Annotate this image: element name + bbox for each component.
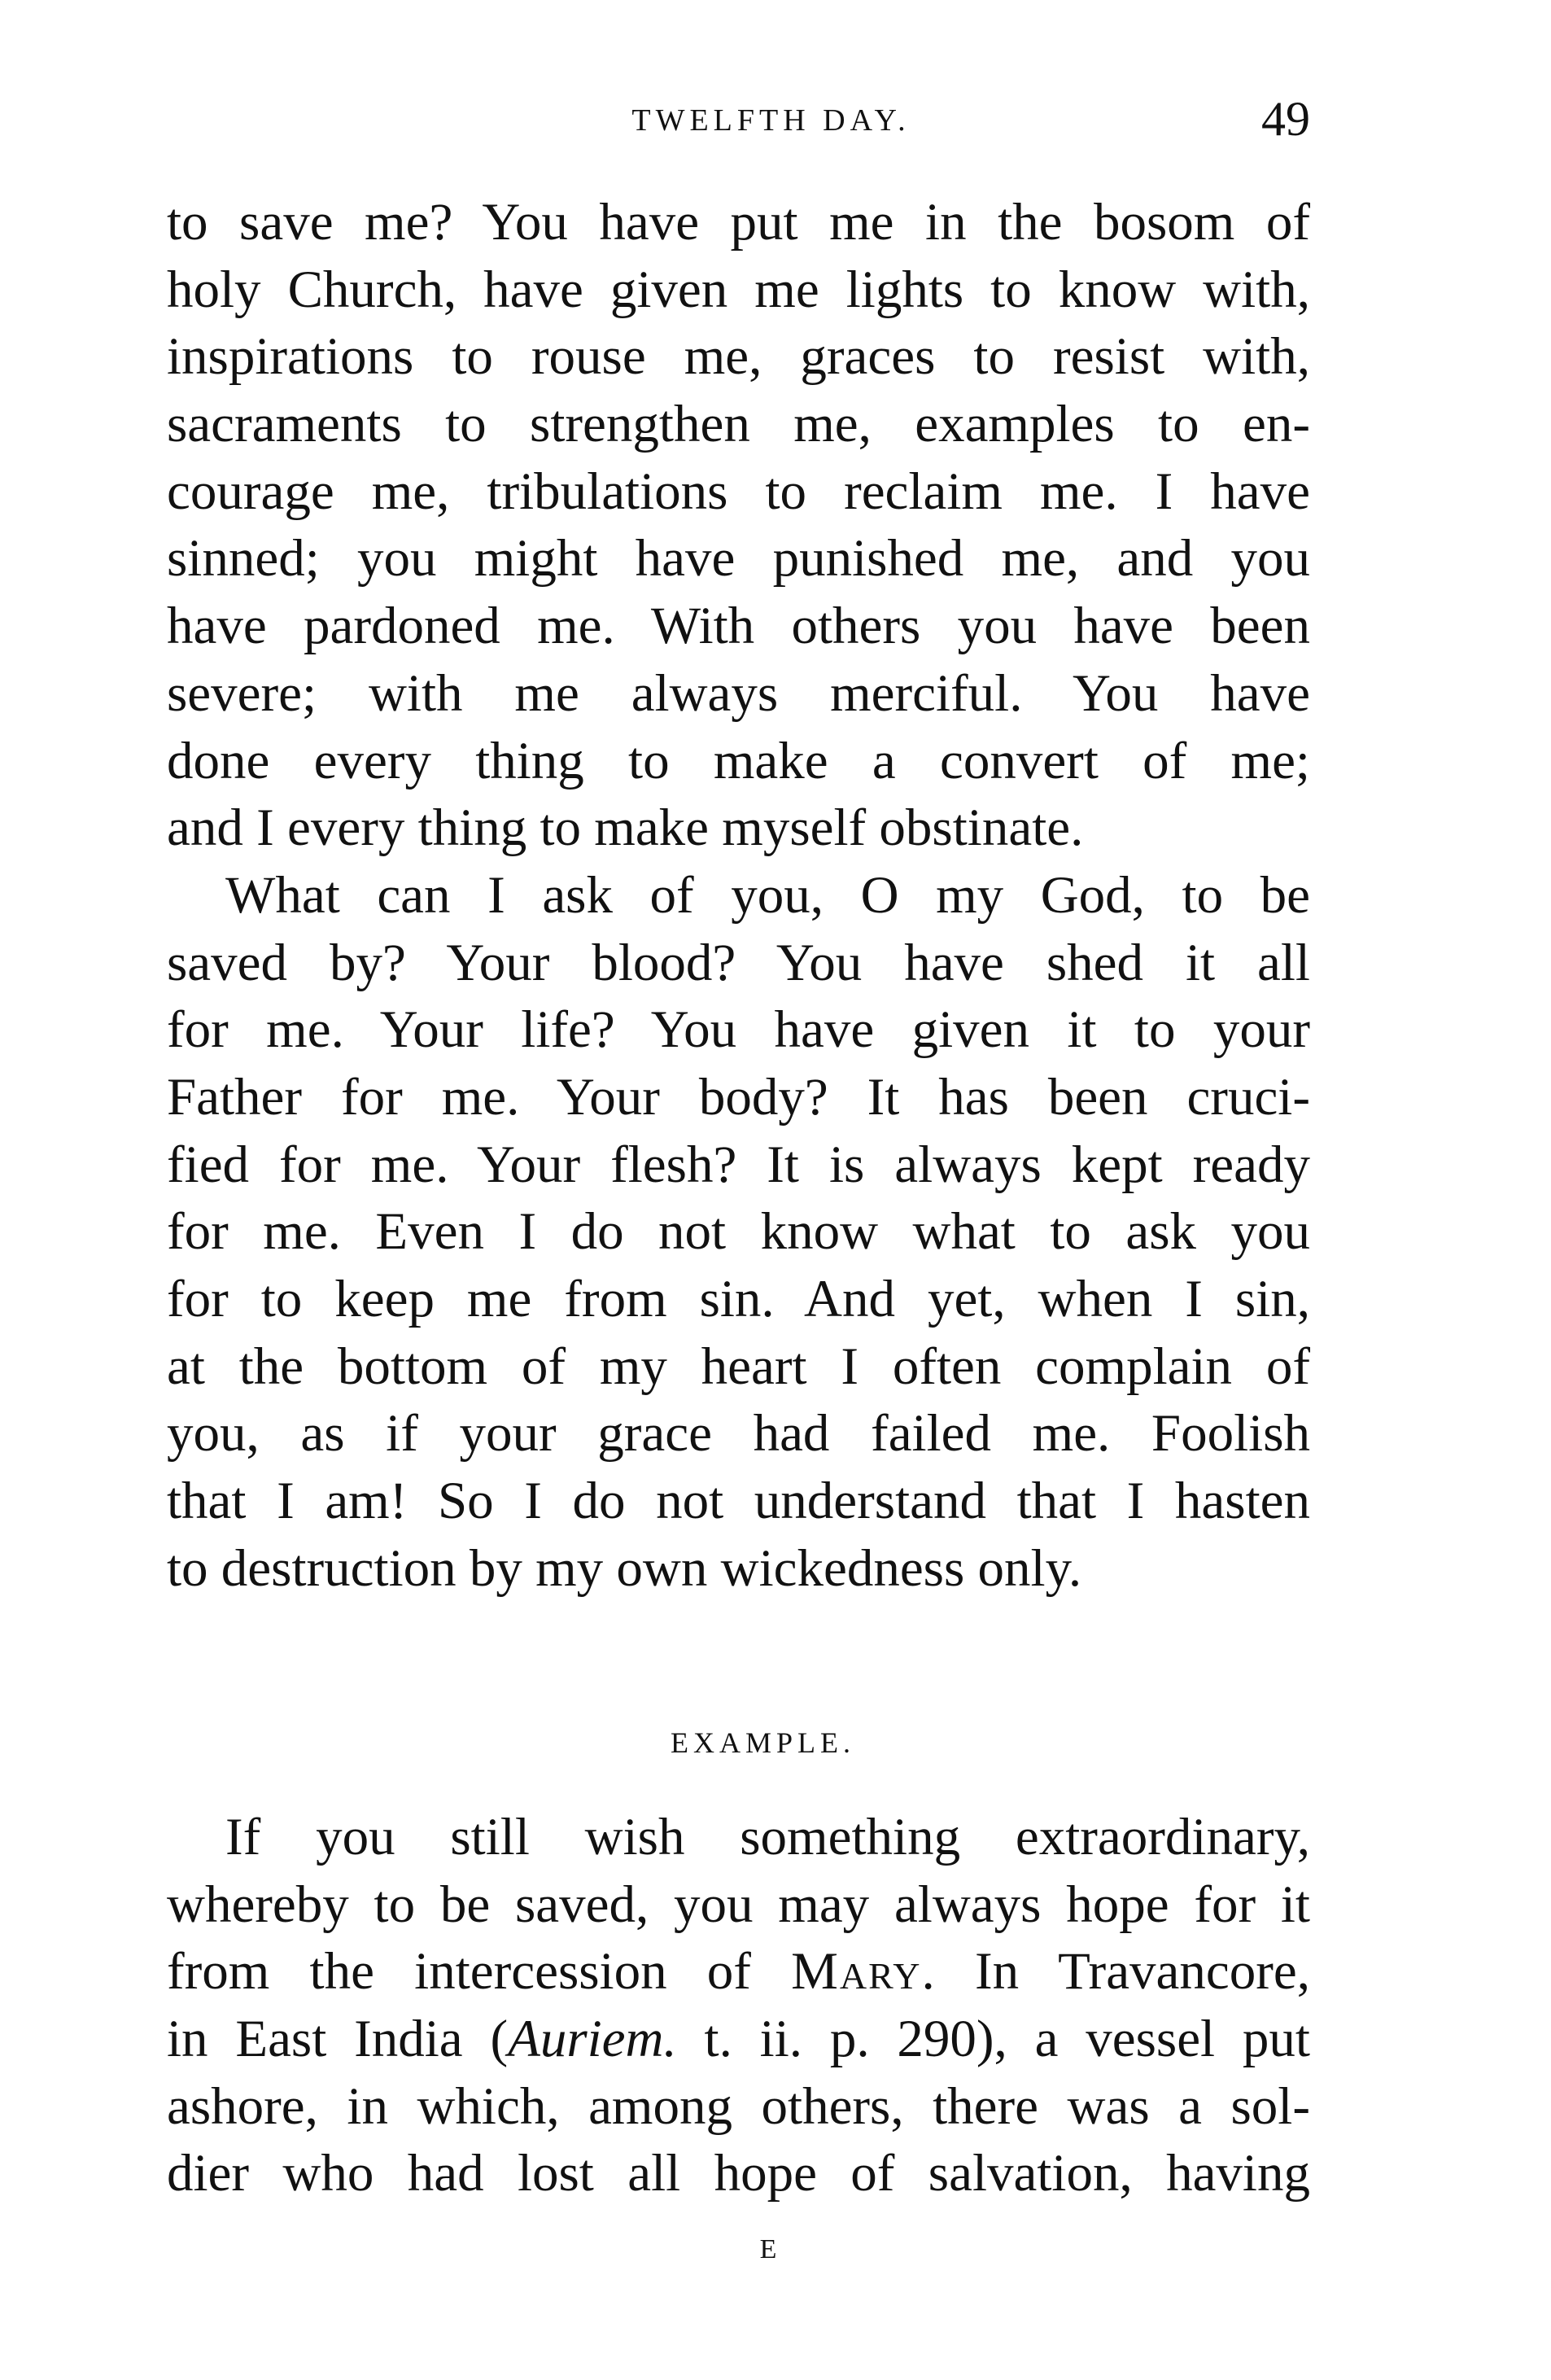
text-segment: . In Travancore, (921, 1942, 1310, 2002)
text-segment: from the intercession of (167, 1942, 792, 2002)
text-segment: in East India ( (167, 2010, 509, 2069)
running-head-title: TWELFTH DAY. (631, 103, 911, 138)
text-line: to destruction by my own wickedness only. (167, 1538, 1082, 1598)
text-line: If you still wish something extraordinary, (225, 1808, 1310, 1866)
text-line: sinned; you might have punished me, and you (167, 529, 1310, 588)
page-number: 49 (1261, 92, 1310, 146)
text-line: courage me, tribulations to reclaim me. I have (167, 462, 1310, 521)
text-line: for me. Even I do not know what to ask you (167, 1202, 1310, 1262)
text-line: done every thing to make a convert of me; (167, 731, 1310, 790)
text-line: ashore, in which, among others, there was a sol- (167, 2076, 1310, 2136)
text-line: severe; with me always merciful. You have (167, 663, 1310, 723)
paragraph-continuation (167, 189, 1310, 862)
signature-mark: E (759, 2234, 777, 2264)
text-line (167, 1938, 1310, 2006)
text-line: fied for me. Your flesh? It is always kept ready (167, 1135, 1310, 1194)
text-line: that I am! So I do not understand that I hasten (167, 1472, 1310, 1531)
text-line (167, 2006, 1310, 2073)
text-line: for to keep me from sin. And yet, when I sin, (167, 1270, 1310, 1328)
text-line: for me. Your life? You have given it to your (167, 1000, 1310, 1060)
text-line: inspirations to rouse me, graces to resist with, (167, 327, 1310, 387)
paragraph-what-can-i-ask (167, 862, 1310, 1603)
text-line: you, as if your grace had failed me. Foolish (167, 1404, 1310, 1463)
text-line: saved by? Your blood? You have shed it all (167, 933, 1310, 992)
text-line: sacraments to strengthen me, examples to en- (167, 395, 1310, 454)
name-small-caps: Mary (791, 1942, 922, 2002)
text-line: Father for me. Your body? It has been cruci- (167, 1067, 1310, 1127)
citation-italic: Auriem. (508, 2010, 677, 2069)
text-line: at the bottom of my heart I often complain of (167, 1337, 1310, 1396)
text-segment: t. ii. p. 290), a vessel put (676, 2010, 1310, 2069)
running-head (167, 91, 1310, 156)
text-line: have pardoned me. With others you have been (167, 597, 1310, 656)
body-text (167, 189, 1310, 1602)
text-line: What can I ask of you, O my God, to be (225, 865, 1310, 925)
text-line: whereby to be saved, you may always hope for it (167, 1875, 1310, 1934)
text-line: to save me? You have put me in the bosom of (167, 193, 1310, 252)
text-line: and I every thing to make myself obstinate. (167, 798, 1084, 858)
section-heading: EXAMPLE. (671, 1726, 855, 1759)
text-line: holy Church, have given me lights to know with, (167, 260, 1310, 319)
text-line: dier who had lost all hope of salvation, having (167, 2144, 1310, 2203)
example-paragraph (167, 1804, 1310, 2207)
